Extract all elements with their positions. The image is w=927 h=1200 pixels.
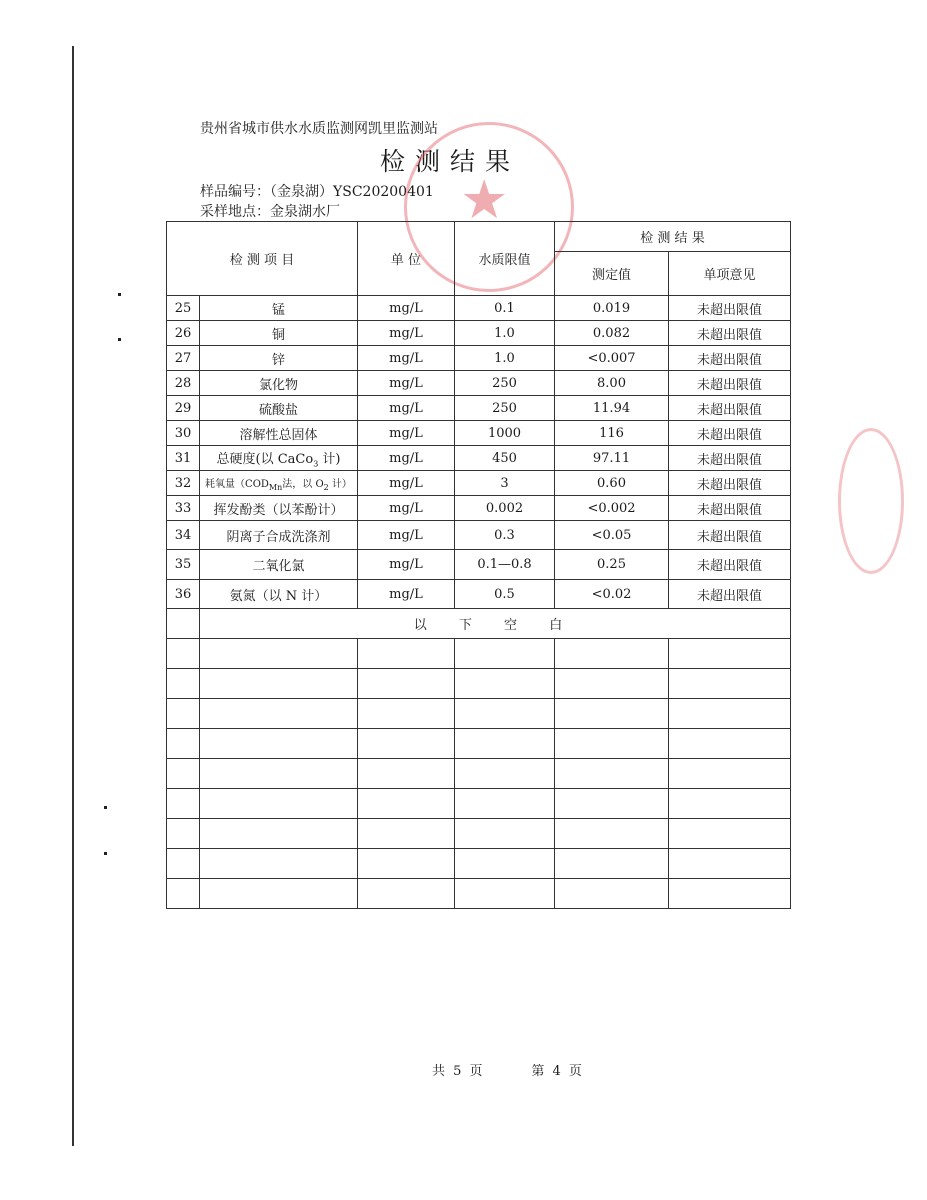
row-limit: 0.5 [455,580,555,609]
row-no: 25 [167,296,200,321]
row-opinion: 未超出限值 [669,446,791,471]
item-text: 计) [318,451,341,467]
empty-row [167,729,791,759]
table-row [167,521,791,550]
row-no: 30 [167,421,200,446]
sampling-location: 采样地点：金泉湖水厂 [200,204,340,220]
row-opinion: 未超出限值 [669,421,791,446]
end-note: 以 下 空 白 [200,609,791,639]
empty-row [167,639,791,669]
empty-row [167,759,791,789]
item-text: 总硬度(以 CaCo [216,451,314,467]
table-row [167,471,791,496]
row-limit: 0.1—0.8 [455,550,555,580]
end-note-row [167,609,791,639]
table-row [167,396,791,421]
row-opinion: 未超出限值 [669,371,791,396]
row-opinion: 未超出限值 [669,550,791,580]
row-value: 0.25 [555,550,669,580]
row-item [200,471,358,496]
total-pages: 共 5 页 [432,1064,483,1079]
row-value: 0.60 [555,471,669,496]
item-subscript: 2 [323,482,329,492]
row-limit: 0.3 [455,521,555,550]
scan-dot [104,852,107,855]
row-unit: mg/L [358,296,455,321]
table-row [167,346,791,371]
item-text: 计） [328,478,352,490]
table-row [167,296,791,321]
row-unit: mg/L [358,421,455,446]
scan-dot [118,293,121,296]
header-result-group: 检 测 结 果 [555,222,791,252]
header-limit: 水质限值 [455,222,555,296]
empty-row [167,699,791,729]
row-no: 33 [167,496,200,521]
row-value: 8.00 [555,371,669,396]
document-title: 检测结果 [380,147,521,176]
row-opinion: 未超出限值 [669,296,791,321]
row-item: 锰 [200,296,358,321]
row-value: <0.02 [555,580,669,609]
header-opinion: 单项意见 [669,252,791,296]
row-value: 0.019 [555,296,669,321]
row-item: 挥发酚类（以苯酚计） [200,496,358,521]
row-unit: mg/L [358,346,455,371]
empty-row [167,819,791,849]
row-no: 31 [167,446,200,471]
row-item: 溶解性总固体 [200,421,358,446]
row-no: 35 [167,550,200,580]
item-text: 耗氧量（COD [205,478,269,490]
row-no: 36 [167,580,200,609]
table-header-row [167,222,791,252]
table-row [167,496,791,521]
header-unit: 单 位 [358,222,455,296]
edge-seal [838,428,904,574]
row-no: 34 [167,521,200,550]
row-value: <0.05 [555,521,669,550]
row-item: 锌 [200,346,358,371]
row-item: 氨氮（以 N 计） [200,580,358,609]
row-item [200,446,358,471]
row-unit: mg/L [358,471,455,496]
row-unit: mg/L [358,371,455,396]
row-unit: mg/L [358,580,455,609]
row-limit: 3 [455,471,555,496]
row-value: <0.007 [555,346,669,371]
row-unit: mg/L [358,396,455,421]
table-row [167,550,791,580]
empty-row [167,879,791,909]
row-unit: mg/L [358,321,455,346]
empty-row [167,669,791,699]
row-opinion: 未超出限值 [669,471,791,496]
header-measured: 测定值 [555,252,669,296]
row-limit: 250 [455,396,555,421]
row-no: 26 [167,321,200,346]
row-opinion: 未超出限值 [669,346,791,371]
empty-row [167,849,791,879]
row-opinion: 未超出限值 [669,396,791,421]
table-row [167,421,791,446]
table-row [167,321,791,346]
row-no: 32 [167,471,200,496]
current-page: 第 4 页 [531,1064,582,1079]
row-item: 氯化物 [200,371,358,396]
table-row [167,446,791,471]
header-item: 检 测 项 目 [167,222,358,296]
row-limit: 1.0 [455,346,555,371]
row-opinion: 未超出限值 [669,580,791,609]
row-item: 硫酸盐 [200,396,358,421]
row-opinion: 未超出限值 [669,521,791,550]
item-text: 法，以 O [282,478,324,490]
row-opinion: 未超出限值 [669,321,791,346]
row-value: 11.94 [555,396,669,421]
row-opinion: 未超出限值 [669,496,791,521]
results-table [166,221,791,909]
item-subscript: 3 [313,459,319,469]
seal-star-icon: ★ [460,168,509,231]
row-no: 29 [167,396,200,421]
sample-id: 样品编号：（金泉湖）YSC20200401 [200,184,434,200]
table-row [167,580,791,609]
row-limit: 1000 [455,421,555,446]
scan-dot [104,806,107,809]
scan-line [72,46,74,1146]
row-no: 28 [167,371,200,396]
row-no: 27 [167,346,200,371]
scan-dot [118,338,121,341]
row-item: 二氧化氯 [200,550,358,580]
row-limit: 1.0 [455,321,555,346]
row-item: 阴离子合成洗涤剂 [200,521,358,550]
page-footer [432,1060,582,1079]
row-unit: mg/L [358,446,455,471]
empty-row [167,789,791,819]
item-subscript: Mn [268,482,283,492]
row-limit: 0.1 [455,296,555,321]
row-value: 97.11 [555,446,669,471]
row-limit: 250 [455,371,555,396]
row-limit: 450 [455,446,555,471]
row-limit: 0.002 [455,496,555,521]
row-item: 铜 [200,321,358,346]
row-value: 116 [555,421,669,446]
organization-name: 贵州省城市供水水质监测网凯里监测站 [200,121,438,137]
row-unit: mg/L [358,496,455,521]
table-row [167,371,791,396]
row-unit: mg/L [358,521,455,550]
row-value: 0.082 [555,321,669,346]
row-value: <0.002 [555,496,669,521]
row-unit: mg/L [358,550,455,580]
